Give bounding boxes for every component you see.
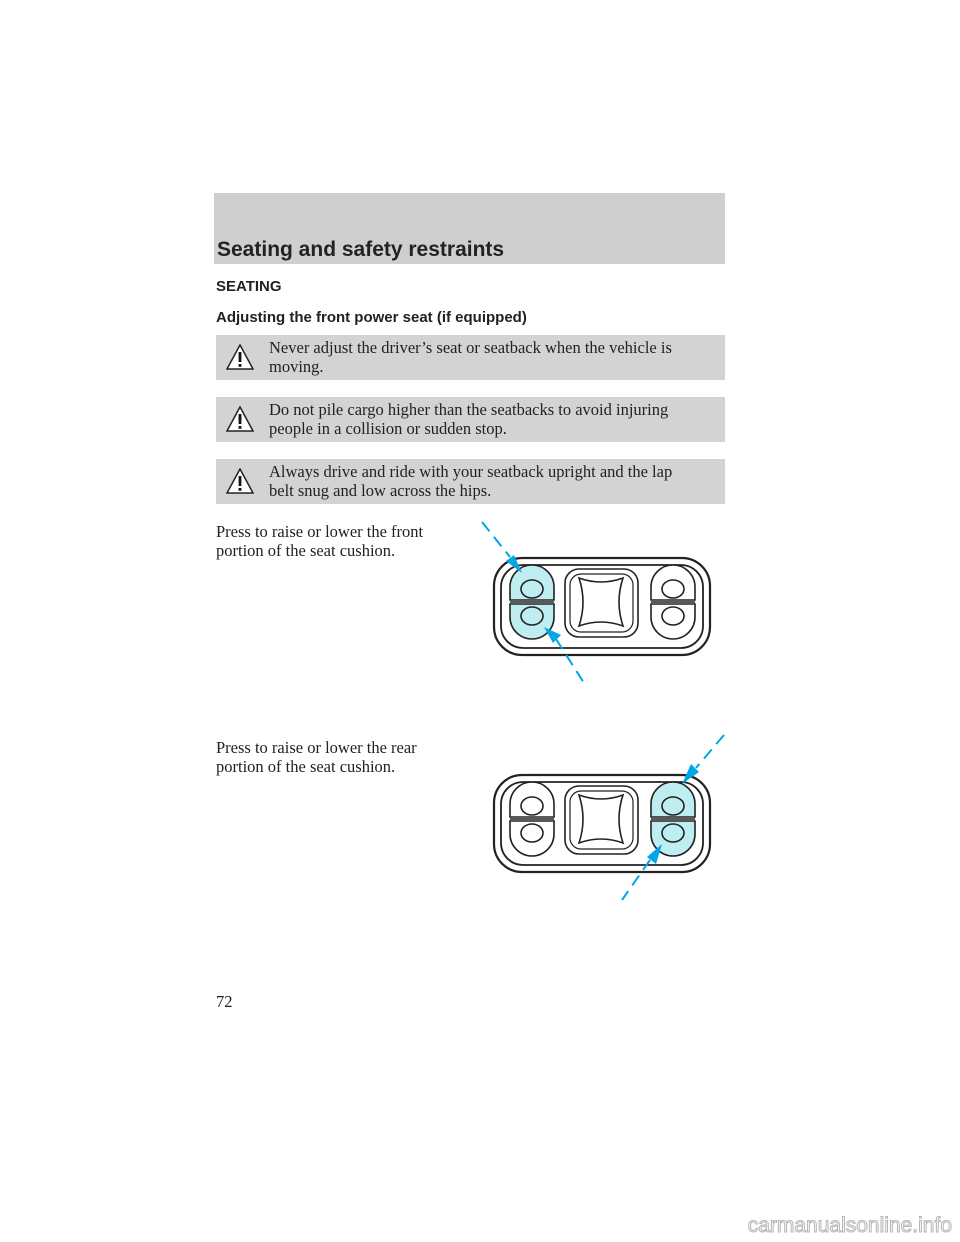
warning-triangle-icon xyxy=(226,406,254,432)
warning-triangle-icon xyxy=(226,468,254,494)
warning-text: Never adjust the driver’s seat or seatback when the vehicle is moving. xyxy=(269,338,672,376)
watermark-text: carmanualsonline.info xyxy=(747,1214,952,1237)
rear-cushion-switch xyxy=(651,565,695,639)
seat-position-knob xyxy=(565,786,638,854)
seat-control-diagram-front xyxy=(470,515,730,690)
warning-triangle-icon xyxy=(226,344,254,370)
instruction-front-cushion: Press to raise or lower the front portion of the seat cushion. xyxy=(216,522,424,560)
seat-control-diagram-rear xyxy=(470,732,730,907)
instruction-rear-cushion: Press to raise or lower the rear portion of the seat cushion. xyxy=(216,738,417,776)
warning-text: Always drive and ride with your seatback upright and the lap belt snug and low across the hips. xyxy=(269,462,673,500)
rear-cushion-switch-highlighted xyxy=(651,782,695,856)
sub-heading: Adjusting the front power seat (if equipped) xyxy=(216,309,527,326)
front-cushion-switch xyxy=(510,782,554,856)
page-title: Seating and safety restraints xyxy=(217,238,505,261)
warning-box-1 xyxy=(216,335,725,380)
section-heading: SEATING xyxy=(216,278,282,295)
page-number: 72 xyxy=(216,992,233,1011)
warning-box-3 xyxy=(216,459,725,504)
warning-text: Do not pile cargo higher than the seatbacks to avoid injuring people in a collision or sudden stop. xyxy=(269,400,669,438)
seat-position-knob xyxy=(565,569,638,637)
warning-box-2 xyxy=(216,397,725,442)
front-cushion-switch-highlighted xyxy=(510,565,554,639)
